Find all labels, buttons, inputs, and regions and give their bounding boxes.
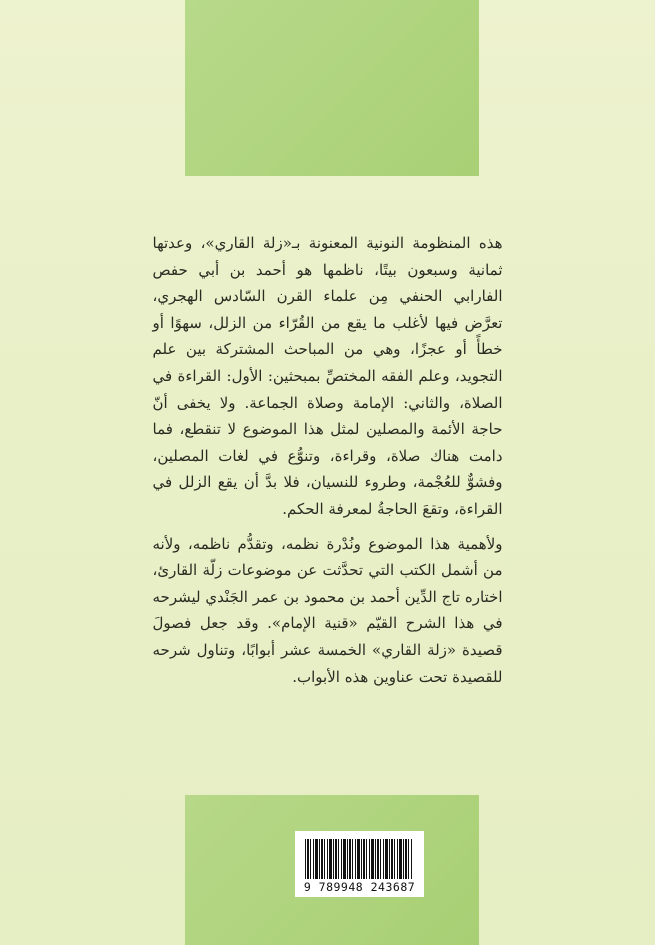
isbn-barcode — [295, 831, 424, 897]
paragraph-2: ولأهمية هذا الموضوع ونُدْرة نظمه، وتقدُّم ناظمه، ولأنه من أشمل الكتب التي تحدَّثت عن موضوعات زلّة القارئ، اختاره تاج الدِّين أحمد بن محمود بن عمر الجَنْدي ليشرحه في هذا الشرح القيّم «قنية الإمام». وقد جعل فصولَ قصيدة «زلة القاري» الخمسة عشر أبوابًا، وتناول شرحه للقصيدة تحت عناوين هذه الأبواب. — [152, 534, 503, 686]
barcode-number: 9 789948 243687 — [303, 880, 416, 894]
paragraph-1: هذه المنظومة النونية المعنونة بـ«زلة القاري»، وعدتها ثمانية وسبعون بيتًا، ناظمها هو أحمد بن أبي حفص الفارابي الحنفي مِن علماء القرن السّادس الهجري، تعرَّض فيها لأغلب ما يقع من القُرّاء من الزلل، سهوًا أو خطأً أو عجزًا، وهي من المباحث المشتركة بين علم التجويد، وعلم الفقه المختصِّ بمبحثين: الأول: القراءة في الصلاة، والثاني: الإمامة وصلاة الجماعة. ولا يخفى أنّ حاجة الأئمة والمصلين لمثل هذا الموضوع لا تنقطع، فما دامت هناك صلاة، وقراءة، وتنوُّع في لغات المصلين، وفشوٌّ للعُجْمة، وطروء للنسيان، فلا بدَّ أن يقع الزلل في القراءة، وتقعَ الحاجةُ لمعرفة الحكم. — [152, 234, 503, 518]
top-decorative-block — [185, 0, 479, 176]
back-cover-text — [153, 230, 503, 690]
barcode-bars — [305, 839, 413, 879]
